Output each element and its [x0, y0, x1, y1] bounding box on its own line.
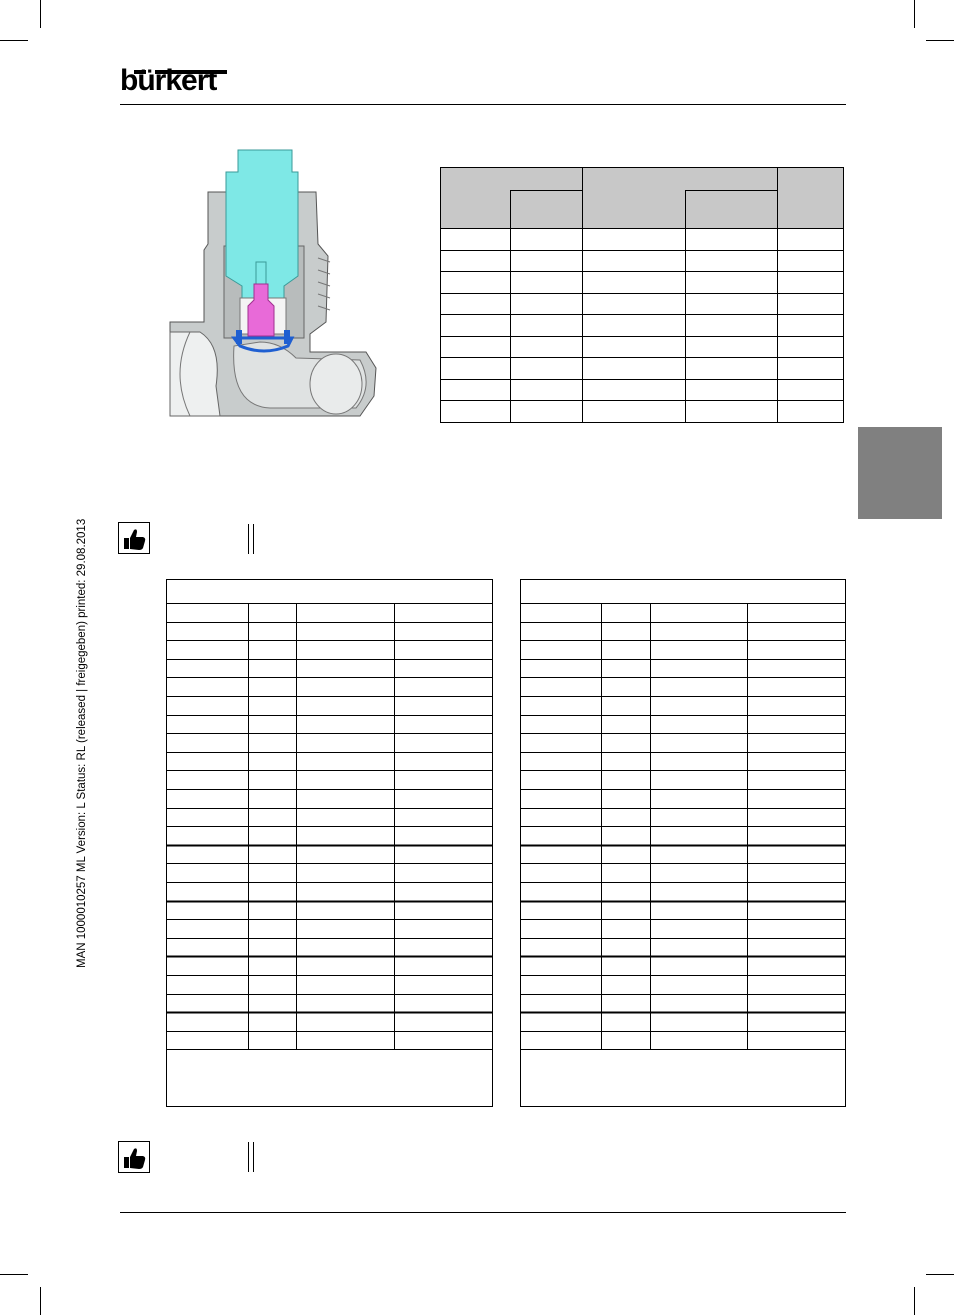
note-divider [248, 1142, 249, 1172]
thumbs-up-icon [118, 1141, 150, 1173]
footer-rule [120, 1212, 846, 1213]
brand-logo: bürkert [120, 64, 217, 97]
document-info: MAN 1000010257 ML Version: L Status: RL (released | freigegeben) printed: 29.08.2013 [76, 518, 88, 968]
note-divider [253, 1142, 254, 1172]
